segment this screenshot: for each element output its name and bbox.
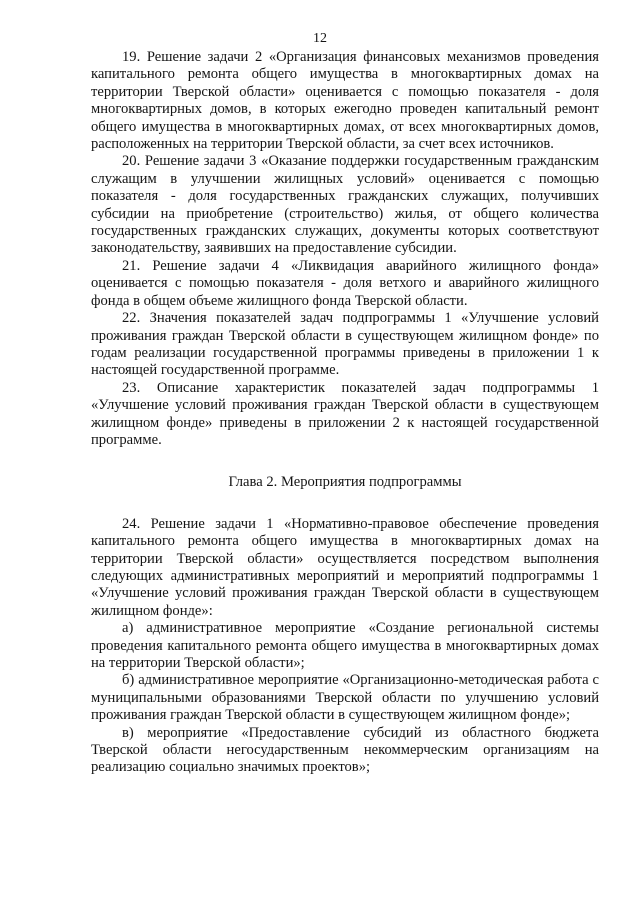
document-body [91, 49, 599, 777]
list-item-v: в) мероприятие «Предоставление субсидий из областного бюджета Тверской области негосударственным некоммерческим организациям на реализацию социально значимых проектов»; [91, 724, 599, 776]
paragraph-24: 24. Решение задачи 1 «Нормативно-правовое обеспечение проведения капитального ремонта общего имущества в многоквартирных домах на территории Тверской области» осуществляется посредством выполнения следующих административных мероприятий и мероприятий подпрограммы 1 «Улучшение условий проживания граждан Тверской области в существующем жилищном фонде»: [91, 515, 599, 619]
list-item-b: б) административное мероприятие «Организационно-методическая работа с муниципальными образованиями Тверской области по улучшению условий проживания граждан Тверской области в существующем жилищном фонде»; [91, 672, 599, 724]
paragraph-20: 20. Решение задачи 3 «Оказание поддержки государственным гражданским служащим в улучшении жилищных условий» оценивается с помощью показателя - доля государственных гражданских служащих, получивших субсидии на приобретение (строительство) жилья, от общего количества государственных гражданских служащих, документы которых соответствуют законодательству, заявивших на предоставление субсидии. [91, 153, 599, 257]
page-number: 12 [313, 31, 327, 46]
chapter-heading: Глава 2. Мероприятия подпрограммы [228, 474, 462, 491]
list-item-a: а) административное мероприятие «Создание региональной системы проведения капитального ремонта общего имущества в многоквартирных домах на территории Тверской области»; [91, 620, 599, 671]
paragraph-19: 19. Решение задачи 2 «Организация финансовых механизмов проведения капитального ремонта общего имущества в многоквартирных домах на территории Тверской области» оценивается с помощью показателя - доля многоквартирных домов, в которых ежегодно проведен капитальный ремонт общего имущества в многоквартирных домах, от всех многоквартирных домов, расположенных на территории Тверской области, за счет всех источников. [91, 49, 599, 153]
paragraph-21: 21. Решение задачи 4 «Ликвидация аварийного жилищного фонда» оценивается с помощью показателя - доля ветхого и аварийного жилищного фонда в общем объеме жилищного фонда Тверской области. [91, 257, 599, 309]
paragraph-22: 22. Значения показателей задач подпрограммы 1 «Улучшение условий проживания граждан Тверской области в существующем жилищном фонде» по годам реализации государственной программы приведены в приложении 1 к настоящей государственной программе. [91, 310, 599, 379]
paragraph-23: 23. Описание характеристик показателей задач подпрограммы 1 «Улучшение условий проживания граждан Тверской области в существующем жилищном фонде» приведены в приложении 2 к настоящей государственной программе. [91, 379, 599, 448]
